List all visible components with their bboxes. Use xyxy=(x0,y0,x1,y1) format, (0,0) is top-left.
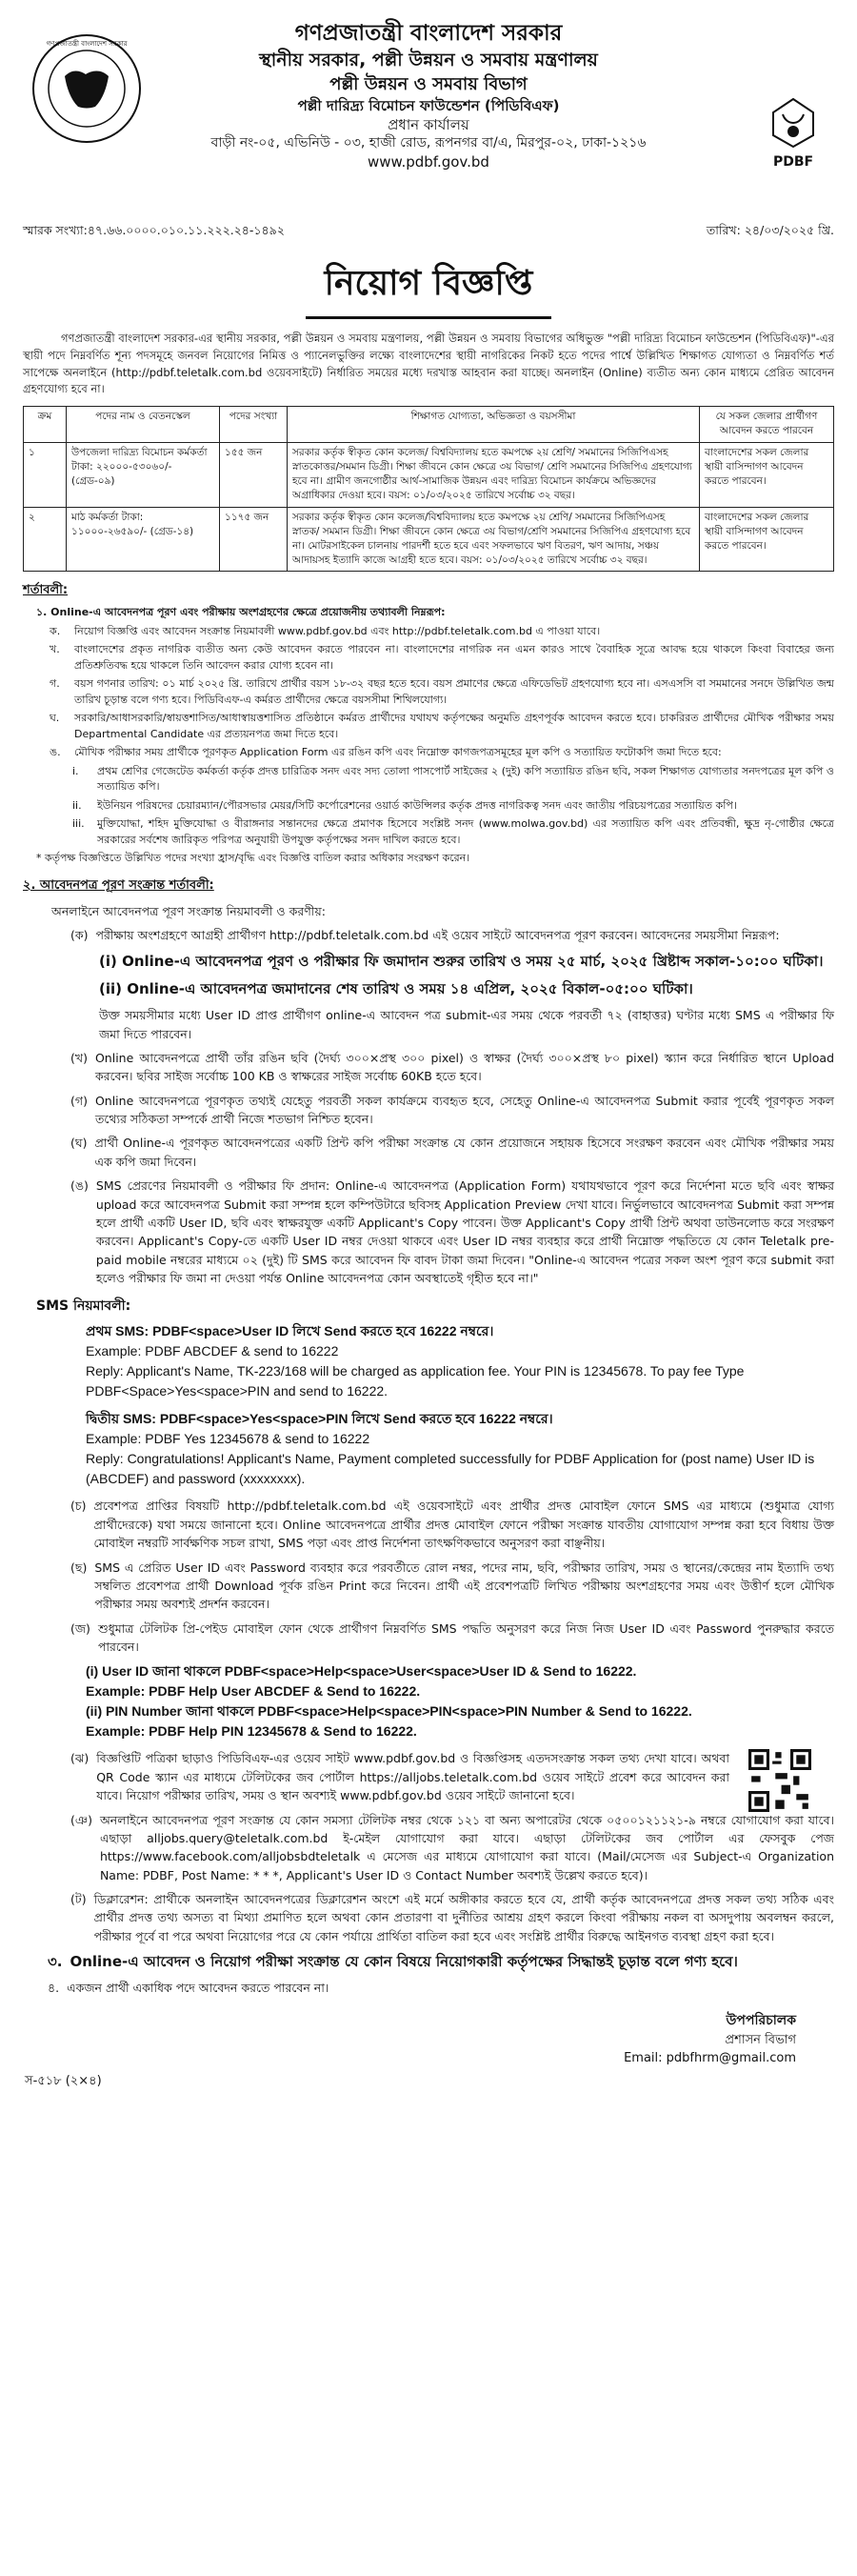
table-row xyxy=(24,507,834,572)
sms-heading: SMS নিয়মাবলী: xyxy=(36,1298,131,1315)
sms-second xyxy=(86,1409,834,1489)
row-post: উপজেলা দারিদ্র্য বিমোচন কর্মকর্তা টাকা: ২২০০০-৫৩০৬০/- (গ্রেড-০৯) xyxy=(67,442,220,507)
title-box xyxy=(23,257,834,319)
subitem-text: ইউনিয়ন পরিষদের চেয়ারম্যান/পৌরসভার মেয়র/সিটি কর্পোরেশনের ওয়ার্ড কাউন্সিলর কর্তৃক প্রদত্ত নাগরিকত্ব সনদ এবং জাতীয় পরিচয়পত্রের সত্যায়িত কপি। xyxy=(97,798,737,812)
application-num: (ঘ) xyxy=(70,1136,88,1151)
ministry-name: স্থানীয় সরকার, পল্লী উন্নয়ন ও সমবায় মন্ত্রণালয় xyxy=(259,50,598,71)
sms-second-reply: Reply: Congratulations! Applicant's Name, Payment completed successfully for PDBF Application for (post name) User ID is (ABCDEF) and password (xxxxxxxx). xyxy=(86,1451,815,1487)
application-num: (খ) xyxy=(70,1050,88,1065)
application-item xyxy=(70,1092,834,1129)
header-districts: যে সকল জেলার প্রার্থীগণ আবেদন করতে পারবেন xyxy=(700,407,834,442)
after-sms-text: প্রবেশপত্র প্রাপ্তির বিষয়টি http://pdbf.teletalk.com.bd এই ওয়েবসাইটে এবং প্রার্থীর প্রদত্ত মোবাইল ফোনে SMS এর মাধ্যমে (শুধুমাত্র যোগ্য প্রার্থীদেরকে) যথা সময়ে জানানো হবে। Online আবেদনপত্রে প্রার্থীর প্রদত্ত মোবাইল ফোনে পরীক্ষা সংক্রান্ত যাবতীয় যোগাযোগ সম্পন্ন করা হবে বিধায় উক্ত মোবাইল নম্বরটি সার্বক্ষণিক সচল রাখা, SMS পড়া এবং প্রাপ্ত নির্দেশনা তাৎক্ষণিকভাবে অনুসরণ করা বাঞ্ছনীয়। xyxy=(93,1499,834,1551)
closing-item xyxy=(48,1951,834,1973)
closing-num: ৩. xyxy=(48,1953,63,1971)
header-qualification: শিক্ষাগত যোগ্যতা, অভিজ্ঞতা ও বয়সসীমা xyxy=(288,407,700,442)
final-text: অনলাইনে আবেদনপত্র পূরণ সংক্রান্ত যে কোন সমস্যা টেলিটক নম্বর থেকে ১২১ বা অন্য অপারেটর থেকে ০৫০০১২১১২১-৯ নম্বরে যোগাযোগ করা যাবে। এছাড়া alljobs.query@teletalk.com.bd ই-মেইল যোগাযোগ করা যাবে। এছাড়া টেলিটকের জব পোর্টাল এর ফেসবুক পেজ https://www.facebook.com/alljobsbdteletalk এ মেসেজ এর মাধ্যমে যোগাযোগ করা যাবে। (Mail/মেসেজ এর Subject-এ Organization Name: PDBF, Post Name: * * *, Applicant's User ID ও Contact Number অবশ্যই উল্লেখ করতে হবে)। xyxy=(99,1812,834,1882)
row-districts: বাংলাদেশের সকল জেলার স্থায়ী বাসিন্দাগণ আবেদন করতে পারবেন। xyxy=(700,507,834,572)
recovery-pin: (ii) PIN Number জানা থাকলে PDBF<space>Help<space>PIN<space>PIN Number & Send to 16222. xyxy=(86,1703,692,1720)
row-serial: ২ xyxy=(24,507,67,572)
row-qualification: সরকার কর্তৃক স্বীকৃত কোন কলেজ/বিশ্ববিদ্যালয় হতে কমপক্ষে ২য় শ্রেণি/ সমমানের সিজিপিএসহ স্নাতক/ সমমান ডিগ্রী। শিক্ষা জীবনে কোন ক্ষেত্রে ৩য় বিভাগ/শ্রেণি সমমানের সিজিপিএ গ্রহণযোগ্য হবে না। মোটরসাইকেল চালনায় পারদর্শী হতে হবে এবং সফলভাবে ঋণ বিতরণ, ঋণ আদায়, সঞ্চয় আদায়সহ ইত্যাদি কাজে আগ্রহী হতে হবে। বয়স: ০১/০৩/২০২৫ তারিখে সর্বোচ্চ ৩২ বছর। xyxy=(288,507,700,572)
application-deadline-start xyxy=(99,951,834,973)
condition-subitem xyxy=(72,798,834,815)
application-fee-window xyxy=(99,1006,834,1043)
header-serial: ক্রম xyxy=(24,407,67,442)
row-serial: ১ xyxy=(24,442,67,507)
closing-item xyxy=(48,1979,834,1997)
application-deadline-end xyxy=(99,978,834,1000)
conditions-heading: শর্তাবলী: xyxy=(23,583,69,598)
after-sms-item xyxy=(70,1620,834,1657)
application-text: SMS প্রেরণের নিয়মাবলী ও পরীক্ষার ফি প্রদান: Online-এ আবেদনপত্র (Application Form) যথাযথভাবে পূরণ করে নির্দেশনা মতে ছবি এবং স্বাক্ষর upload করে আবেদনপত্র Submit করা সম্পন্ন হলে কম্পিউটারে ছবিসহ Application Preview দেখা যাবে। নির্ভুলভাবে আবেদনপত্র Submit করা সম্পন্ন হলে প্রার্থী একটি User ID, ছবি এবং স্বাক্ষরযুক্ত একটি Applicant's Copy পাবেন। উক্ত Applicant's Copy প্রার্থী প্রিন্ট অথবা ডাউনলোড করে সংরক্ষণ করবেন। Applicant's Copy-তে একটি User ID নম্বর দেওয়া থাকবে এবং User ID নম্বর ব্যবহার করে প্রার্থী নিম্নোক্ত পদ্ধতিতে যে কোন Teletalk pre-paid mobile নম্বরের মাধ্যমে ০২ (দুই) টি SMS করে আবেদন ফি বাবদ টাকা জমা দিবেন। "Online-এ আবেদন পত্রের সকল অংশ পূরণ করে submit করা হলেও পরীক্ষার ফি জমা না দেওয়া পর্যন্ত Online আবেদনপত্র কোন অবস্থাতেই গৃহীত হবে না।" xyxy=(95,1178,834,1286)
fee-window-text: উক্ত সময়সীমার মধ্যে User ID প্রাপ্ত প্রার্থীগণ online-এ আবেদন পত্র submit-এর সময় থেকে পরবর্তী ৭২ (বাহাত্তর) ঘণ্টার মধ্যে SMS এ পরীক্ষার ফি জমা দিতে পারবেন। xyxy=(99,1008,834,1041)
memo-date: তারিখ: ২৪/০৩/২০২৫ খ্রি. xyxy=(706,223,834,237)
notice-title: নিয়োগ বিজ্ঞপ্তি xyxy=(306,257,552,319)
final-text: বিজ্ঞপ্তিটি পত্রিকা ছাড়াও পিডিবিএফ-এর ওয়েব সাইট www.pdbf.gov.bd ও বিজ্ঞপ্তিসহ এতদসংক্রান্ত সকল তথ্য দেখা যাবে। অথবা QR Code স্ক্যান এর মাধ্যমে টেলিটকের জব পোর্টাল https://alljobs.teletalk.com.bd ওয়েব সাইটে প্রবেশ করে আবেদন করা যাবে। নিয়োগ পরীক্ষার তারিখ, সময় ও স্থান অবশ্যই www.pdbf.gov.bd ওয়েব সাইটে জানানো হবে। xyxy=(96,1751,729,1803)
condition-text: বয়স গণনার তারিখ: ০১ মার্চ ২০২৫ খ্রি. তারিখে প্রার্থীর বয়স ১৮-৩২ বছর হতে হবে। বয়স প্রমাণের ক্ষেত্রে এফিডেভিট গ্রহণযোগ্য হবে না। এসএসসি বা সমমানের সনদে উল্লিখিত জন্ম তারিখ চূড়ান্ত বলে গণ্য হবে। পিডিবিএফ-এ কর্মরত প্রার্থীদের ক্ষেত্রে বয়সসীমা শিথিলযোগ্য। xyxy=(74,677,834,706)
subitem-text: মুক্তিযোদ্ধা, শহিদ মুক্তিযোদ্ধা ও বীরাঙ্গনার সন্তানদের ক্ষেত্রে প্রমাণক হিসেবে সংশ্লিষ্ট সনদ (www.molwa.gov.bd) এর সত্যায়িত কপি এবং প্রতিবন্ধী, ক্ষুদ্র নৃ-গোষ্ঠীর ক্ষেত্রে সরকারের সর্বশেষ জারিকৃত পরিপত্র অনুযায়ী উপযুক্ত কর্তৃপক্ষের সনদ দাখিল করতে হবে। xyxy=(97,817,834,846)
deadline-start-text: (i) Online-এ আবেদনপত্র পূরণ ও পরীক্ষার ফি জমাদান শুরুর তারিখ ও সময় ২৫ মার্চ, ২০২৫ খ্রিষ্টাব্দ সকাল-১০:০০ ঘটিকা। xyxy=(99,952,824,970)
row-districts: বাংলাদেশের সকল জেলার স্থায়ী বাসিন্দাগণ আবেদন করতে পারবেন। xyxy=(700,442,834,507)
closing-num: ৪. xyxy=(48,1981,60,1996)
pdbf-logo-text: PDBF xyxy=(772,154,814,170)
signatory-title: উপপরিচালক xyxy=(726,2012,796,2028)
signature-block xyxy=(23,2011,834,2068)
conditions-subheading-text: ১. Online-এ আবেদনপত্র পূরণ এবং পরীক্ষায় অংশগ্রহণের ক্ষেত্রে প্রয়োজনীয় তথ্যাবলী নিম্নরূপ: xyxy=(36,606,446,619)
condition-num: গ. xyxy=(50,677,60,691)
conditions-subheading xyxy=(36,605,834,621)
seal-text: গণপ্রজাতন্ত্রী বাংলাদেশ সরকার xyxy=(46,40,128,48)
pdbf-logo xyxy=(758,93,828,170)
conditions-note xyxy=(36,851,834,867)
closing-text: Online-এ আবেদন ও নিয়োগ পরীক্ষা সংক্রান্ত যে কোন বিষয়ে নিয়োগকারী কর্তৃপক্ষের সিদ্ধান্তই চূড়ান্ত বলে গণ্য হবে। xyxy=(70,1953,738,1971)
sms-first xyxy=(86,1321,834,1401)
table-row xyxy=(24,442,834,507)
condition-num: ঙ. xyxy=(50,746,61,759)
after-sms-num: (জ) xyxy=(70,1620,90,1636)
posts-table xyxy=(23,406,834,572)
row-count: ১৫৫ জন xyxy=(220,442,288,507)
office-address: বাড়ী নং-০৫, এভিনিউ - ০৩, হাজী রোড, রূপনগর বা/এ, মিরপুর-০২, ঢাকা-১২১৬ xyxy=(210,135,647,151)
sms-first-example: Example: PDBF ABCDEF & send to 16222 xyxy=(86,1343,339,1359)
footer-code: স-৫১৮ (২×৪) xyxy=(25,2073,102,2088)
final-item xyxy=(70,1749,729,1804)
subitem-text: প্রথম শ্রেণির গেজেটেড কর্মকর্তা কর্তৃক প্রদত্ত চারিত্রিক সনদ এবং সদ্য তোলা পাসপোর্ট সাইজের ২ (দুই) কপি সত্যায়িত রঙিন ছবি, সকল শিক্ষাগত যোগ্যতার সনদপত্রের মূল কপি ও সত্যায়িত কপি। xyxy=(97,764,834,794)
application-item xyxy=(70,1134,834,1171)
subitem-num: ii. xyxy=(72,798,82,812)
row-qualification: সরকার কর্তৃক স্বীকৃত কোন কলেজ/ বিশ্ববিদ্যালয় হতে কমপক্ষে ২য় শ্রেণি/ সমমানের সিজিপিএসহ স্নাতকোত্তর/সমমান ডিগ্রী। শিক্ষা জীবনে কোন ক্ষেত্রে ৩য় বিভাগ/ শ্রেণি সমমানের সিজিপিএ গ্রহণযোগ্য হবে না। গ্রামীণ জনগোষ্ঠীর আর্থ-সামাজিক উন্নয়ন এবং দারিদ্র্য বিমোচন কার্যক্রমে অভিজ্ঞদের অগ্রাধিকার দেওয়া হবে। বয়স: ০১/০৩/২০২৫ তারিখে সর্বোচ্চ ৩২ বছর। xyxy=(288,442,700,507)
deadline-end-text: (ii) Online-এ আবেদনপত্র জমাদানের শেষ তারিখ ও সময় ১৪ এপ্রিল, ২০২৫ বিকাল-০৫:০০ ঘটিকা। xyxy=(99,979,693,997)
row-post: মাঠ কর্মকর্তা টাকা: ১১০০০-২৬৫৯০/- (গ্রেড-১৪) xyxy=(67,507,220,572)
recovery-block xyxy=(86,1661,834,1741)
final-num: (ঞ) xyxy=(70,1812,92,1827)
after-sms-item xyxy=(70,1497,834,1552)
row-count: ১১৭৫ জন xyxy=(220,507,288,572)
subitem-num: iii. xyxy=(72,817,85,831)
application-text: পরীক্ষায় অংশগ্রহণে আগ্রহী প্রার্থীগণ http://pdbf.teletalk.com.bd এই ওয়েব সাইটে আবেদনপত্র পূরণ করবেন। আবেদনের সময়সীমা নিম্নরূপ: xyxy=(95,928,780,943)
header-post: পদের নাম ও বেতনস্কেল xyxy=(67,407,220,442)
govt-name: গণপ্রজাতন্ত্রী বাংলাদেশ সরকার xyxy=(294,21,563,46)
memo-line xyxy=(23,223,834,242)
after-sms-num: (ছ) xyxy=(70,1560,88,1575)
application-num: (ক) xyxy=(70,928,89,943)
government-seal-icon xyxy=(30,32,143,145)
application-text: Online আবেদনপত্রে প্রার্থী তাঁর রঙিন ছবি (দৈর্ঘ্য ৩০০×প্রস্থ ৩০০ pixel) ও স্বাক্ষর (দৈর্ঘ্য ৩০০×প্রস্থ ৮০ pixel) স্ক্যান করে নির্ধারিত স্থানে Upload করবেন। ছবির সাইজ সর্বোচ্চ 100 KB ও স্বাক্ষরের সাইজ সর্বোচ্চ 60KB হতে হবে। xyxy=(94,1050,834,1084)
table-header-row xyxy=(24,407,834,442)
condition-subitem xyxy=(72,816,834,848)
condition-item xyxy=(50,711,834,742)
condition-text: নিয়োগ বিজ্ঞপ্তি এবং আবেদন সংক্রান্ত নিয়মাবলী www.pdbf.gov.bd এবং http://pdbf.teletalk.com.bd এ পাওয়া যাবে। xyxy=(74,624,601,637)
condition-item xyxy=(50,745,834,761)
sms-second-example: Example: PDBF Yes 12345678 & send to 16222 xyxy=(86,1431,370,1447)
after-sms-text: শুধুমাত্র টেলিটক প্রি-পেইড মোবাইল ফোন থেকে প্রার্থীগণ নিম্নবর্ণিত SMS পদ্ধতি অনুসরণ করে নিজ নিজ User ID এবং Password পুনরুদ্ধার করতে পারবেন। xyxy=(97,1620,834,1655)
application-num: (ঙ) xyxy=(70,1178,89,1194)
condition-item xyxy=(50,624,834,640)
final-item xyxy=(70,1890,834,1945)
final-items-block xyxy=(23,1749,834,1945)
final-num: (ঝ) xyxy=(70,1751,90,1766)
condition-num: খ. xyxy=(50,643,60,656)
signatory-dept: প্রশাসন বিভাগ xyxy=(725,2032,796,2047)
condition-item xyxy=(50,676,834,708)
organization-name: পল্লী দারিদ্র্য বিমোচন ফাউন্ডেশন (পিডিবিএফ) xyxy=(297,96,560,114)
recovery-user-id-example: Example: PDBF Help User ABCDEF & Send to 16222. xyxy=(86,1683,421,1700)
notice-page xyxy=(23,0,834,2092)
after-sms-num: (চ) xyxy=(70,1499,87,1514)
after-sms-item xyxy=(70,1559,834,1614)
after-sms-text: SMS এ প্রেরিত User ID এবং Password ব্যবহার করে পরবর্তীতে রোল নম্বর, পদের নাম, ছবি, পরীক্ষার তারিখ, সময় ও স্থানের/কেন্দ্রের নাম ইত্যাদি তথ্য সম্বলিত প্রবেশপত্র প্রার্থী Download পূর্বক রঙিন Print করে নিবেন। প্রার্থী এই প্রবেশপত্রটি লিখিত পরীক্ষায় অংশগ্রহণের সময় এবং উত্তীর্ণ হলে মৌখিক পরীক্ষার সময় অবশ্যই প্রদর্শন করবেন। xyxy=(94,1560,834,1612)
application-item xyxy=(70,926,834,944)
sms-first-label: প্রথম SMS: PDBF<space>User ID লিখে Send করতে হবে 16222 নম্বরে। xyxy=(86,1323,494,1339)
closing-text: একজন প্রার্থী একাধিক পদে আবেদন করতে পারবেন না। xyxy=(67,1981,329,1996)
condition-text: সরকারি/আধাসরকারি/স্বায়ত্তশাসিত/আধাস্বায়ত্তশাসিত প্রতিষ্ঠানে কর্মরত প্রার্থীদের যথাযথ কর্তৃপক্ষের অনুমতি গ্রহণপূর্বক আবেদন করতে হবে। চাকরিরত প্রার্থীদের মৌখিক পরীক্ষার সময় Departmental Candidate এর প্রত্যয়নপত্র জমা দিতে হবে। xyxy=(74,712,834,740)
application-text: প্রার্থী Online-এ পূরণকৃত আবেদনপত্রের একটি প্রিন্ট কপি পরীক্ষা সংক্রান্ত যে কোন প্রয়োজনে সহায়ক হিসেবে সংরক্ষণ করবেন এবং মৌখিক পরীক্ষার সময় এক কপি জমা দিবেন। xyxy=(94,1136,834,1169)
qr-code-icon xyxy=(748,1749,811,1812)
header-count: পদের সংখ্যা xyxy=(220,407,288,442)
application-heading: ২. আবেদনপত্র পূরণ সংক্রান্ত শর্তাবলী: xyxy=(23,877,214,893)
application-num: (গ) xyxy=(70,1093,88,1108)
intro-paragraph: গণপ্রজাতন্ত্রী বাংলাদেশ সরকার-এর স্থানীয় সরকার, পল্লী উন্নয়ন ও সমবায় মন্ত্রণালয়, পল্লী উন্নয়ন ও সমবায় বিভাগের অধিভুক্ত "পল্লী দারিদ্র্য বিমোচন ফাউন্ডেশন (পিডিবিএফ)"-এর স্থায়ী পদে নিম্নবর্ণিত শূন্য পদসমূহে জনবল নিয়োগের নিমিত্ত ও প্যানেলভুক্তির লক্ষ্যে বাংলাদেশের স্থায়ী নাগরিকের নিকট হতে পদের পার্শ্বে উল্লিখিত শিক্ষাগত যোগ্যতা ও নিম্নবর্ণিত শর্ত সাপেক্ষে অনলাইনে (http://pdbf.teletalk.com.bd ওয়েবসাইটে) নির্ধারিত সময়ের মধ্যে দরখাস্ত আহবান করা যাচ্ছে। অনলাইন (Online) ব্যতীত অন্য কোন মাধ্যমে প্রেরিত আবেদন গ্রহণযোগ্য হবে না। xyxy=(23,332,834,396)
condition-num: ক. xyxy=(50,624,61,637)
header xyxy=(23,19,834,219)
office-name: প্রধান কার্যালয় xyxy=(388,116,469,134)
application-intro-text: অনলাইনে আবেদনপত্র পূরণ সংক্রান্ত নিয়মাবলী ও করণীয়: xyxy=(51,903,326,918)
condition-text: মৌখিক পরীক্ষার সময় প্রার্থীকে পূরণকৃত Application Form এর রঙিন কপি এবং নিম্নোক্ত কাগজপত্রসমূহের মূল কপি ও সত্যায়িত ফটোকপি জমা দিতে হবে: xyxy=(74,746,722,759)
conditions-note-text: * কর্তৃপক্ষ বিজ্ঞপ্তিতে উল্লিখিত পদের সংখ্যা হ্রাস/বৃদ্ধি এবং বিজ্ঞপ্তি বাতিল করার অধিকার সংরক্ষণ করেন। xyxy=(36,852,470,865)
division-name: পল্লী উন্নয়ন ও সমবায় বিভাগ xyxy=(329,73,528,94)
application-intro xyxy=(51,902,834,920)
sms-second-label: দ্বিতীয় SMS: PDBF<space>Yes<space>PIN লিখে Send করতে হবে 16222 নম্বরে। xyxy=(86,1411,553,1427)
application-text: Online আবেদনপত্রে পূরণকৃত তথ্যই যেহেতু পরবর্তী সকল কার্যক্রমে ব্যবহৃত হবে, সেহেতু Online-এ আবেদনপত্র Submit করার পূর্বেই পূরণকৃত সকল তথ্যের সঠিকতা সম্পর্কে প্রার্থী নিজে শতভাগ নিশ্চিত হবেন। xyxy=(94,1093,834,1127)
final-item xyxy=(70,1811,834,1885)
condition-text: বাংলাদেশের প্রকৃত নাগরিক ব্যতীত অন্য কেউ আবেদন করতে পারবেন না। বাংলাদেশের নাগরিক নন এমন কারও সাথে বৈবাহিক সূত্রে আবদ্ধ হয়ে থাকলে কিংবা বিবাহের জন্য প্রতিশ্রুতিবদ্ধ হয়ে থাকলে তিনি আবেদন করার যোগ্য হবেন না। xyxy=(74,643,834,672)
condition-num: ঘ. xyxy=(50,712,60,725)
memo-number: স্মারক সংখ্যা:৪৭.৬৬.০০০০.০১০.১১.২২২.২৪-১৪৯২ xyxy=(23,223,285,237)
pdbf-emblem-icon xyxy=(758,93,828,151)
subitem-num: i. xyxy=(72,764,79,777)
signatory-email[interactable]: Email: pdbfhrm@gmail.com xyxy=(624,2051,796,2066)
website-link[interactable]: www.pdbf.gov.bd xyxy=(368,153,489,171)
final-num: (ট) xyxy=(70,1892,87,1907)
recovery-user-id: (i) User ID জানা থাকলে PDBF<space>Help<space>User<space>User ID & Send to 16222. xyxy=(86,1663,637,1680)
recovery-pin-example: Example: PDBF Help PIN 12345678 & Send to 16222. xyxy=(86,1723,417,1740)
condition-item xyxy=(50,642,834,674)
sms-first-reply: Reply: Applicant's Name, TK-223/168 will be charged as application fee. Your PIN is 12345678. To pay fee Type PDBF<Space>Yes<space>PIN and send to 16222. xyxy=(86,1363,745,1399)
final-text: ডিক্লারেশন: প্রার্থীকে অনলাইন আবেদনপত্রের ডিক্লারেশন অংশে এই মর্মে অঙ্গীকার করতে হবে যে, প্রার্থী কর্তৃক আবেদনপত্রে প্রদত্ত সকল তথ্য সঠিক এবং প্রার্থীর প্রদত্ত তথ্য অসত্য বা মিথ্যা প্রমাণিত হলে অথবা কোন প্রতারণা বা দুর্নীতির আশ্রয় গ্রহণ করলে কিংবা পরীক্ষায় নকল বা অসদুপায় অবলম্বন করলে, পরীক্ষার পূর্বে বা পরে অথবা নিয়োগের পরে যে কোন পর্যায়ে প্রার্থিতা বাতিল করা হবে এবং সংশ্লিষ্ট প্রার্থীর বিরুদ্ধে আইনগত ব্যবস্থা গ্রহণ করা হবে। xyxy=(93,1892,834,1943)
condition-subitem xyxy=(72,764,834,795)
application-item xyxy=(70,1177,834,1287)
application-item xyxy=(70,1049,834,1086)
